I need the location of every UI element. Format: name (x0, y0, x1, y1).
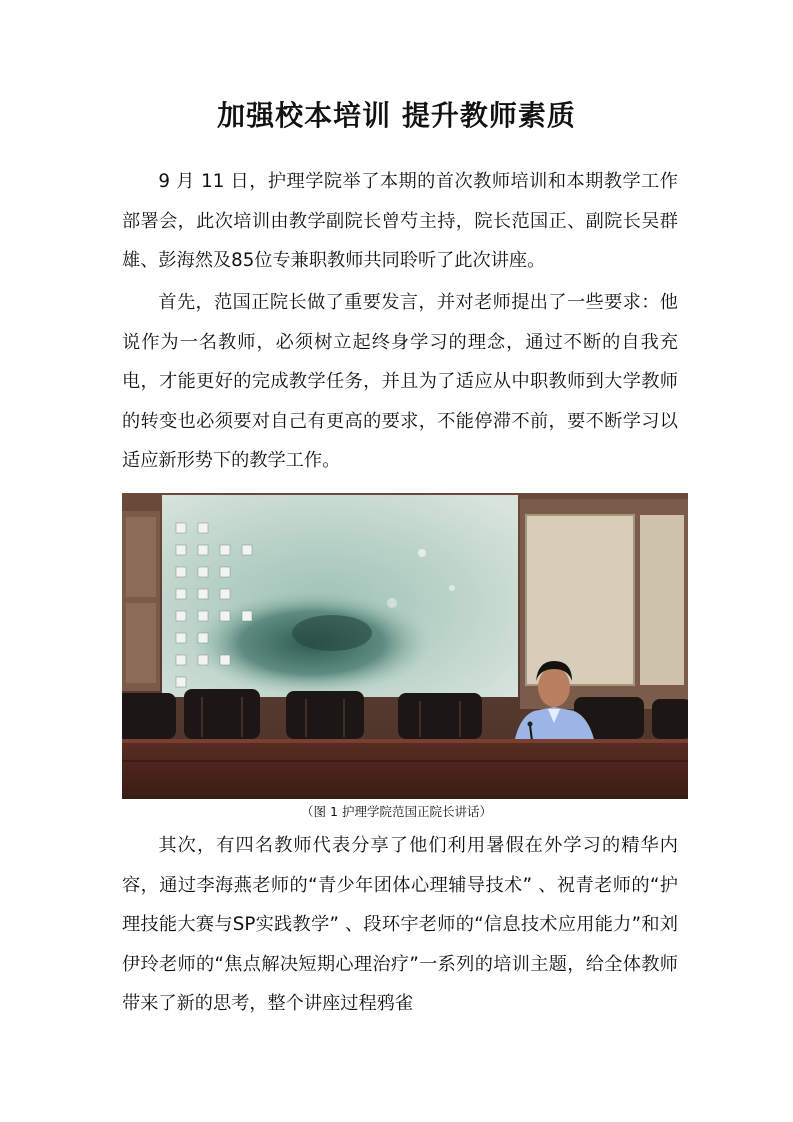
paragraph-intro: 9 月 11 日，护理学院举了本期的首次教师培训和本期教学工作部署会，此次培训由教学副院长曾芍主持，院长范国正、副院长吴群雄、彭海然及85位专兼职教师共同聆听了此次讲座。 (122, 171, 678, 271)
lecture-photo (122, 493, 688, 799)
document-title: 加强校本培训 提升教师素质 (217, 99, 576, 132)
paragraph-teacher-sharing: 其次，有四名教师代表分享了他们利用暑假在外学习的精华内容，通过李海燕老师的“青少年团体心理辅导技术” 、祝青老师的“护理技能大赛与SP实践教学” 、段环宇老师的“信息技术应用能力”和刘伊玲老师的“焦点解决短期心理治疗”一系列的培训主题，给全体教师带来了新的思考，整个讲座过程鸦雀 (122, 835, 678, 1014)
lecture-photo-illustration (122, 493, 688, 799)
paragraph-dean-speech: 首先，范国正院长做了重要发言，并对老师提出了一些要求：他说作为一名教师，必须树立起终身学习的理念，通过不断的自我充电，才能更好的完成教学任务，并且为了适应从中职教师到大学教师的转变也必须要对自己有更高的要求，不能停滞不前，要不断学习以适应新形势下的教学工作。 (122, 292, 678, 471)
figure-caption: （图 1 护理学院范国正院长讲话） (301, 804, 492, 819)
